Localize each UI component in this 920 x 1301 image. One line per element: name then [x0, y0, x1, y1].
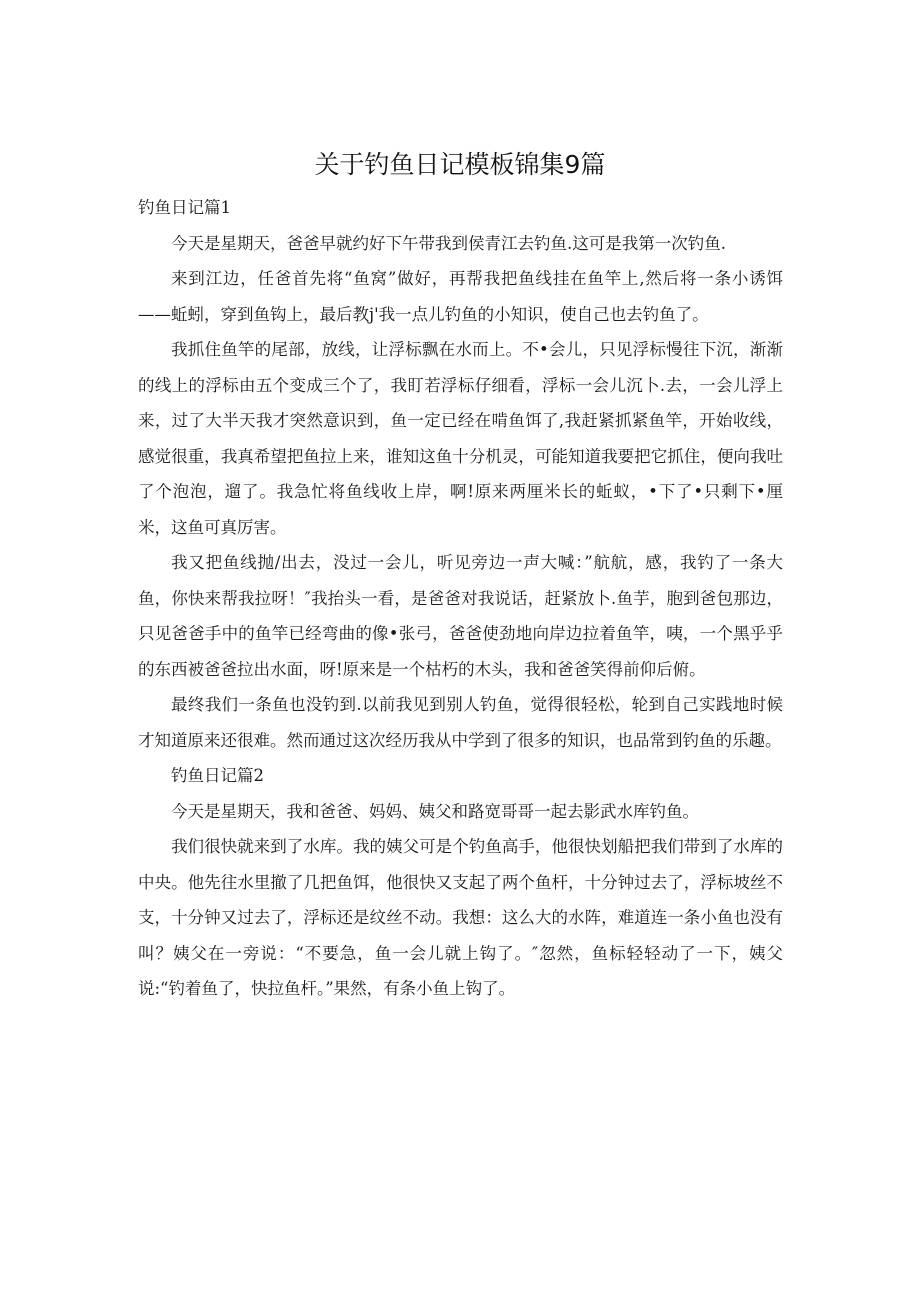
paragraph: 我抓住鱼竿的尾部，放线，让浮标飘在水而上。不•会儿，只见浮标慢往下沉，渐渐的线上的浮标由五个变成三个了，我盯若浮标仔细看，浮标一会儿沉卜.去，一会儿浮上来，过了大半天我才突然意识到，鱼一定已经在啃鱼饵了,我赶紧抓紧鱼竿，开始收线，感觉很重，我真希望把鱼拉上来，谁知这鱼十分机灵，可能知道我要把它抓住，便向我吐了个泡泡，遛了。我急忙将鱼线收上岸，啊!原来两厘米长的蚯蚁，•下了•只剩下•厘米，这鱼可真厉害。 — [138, 340, 783, 537]
document-body — [138, 190, 783, 1007]
document-title: 关于钓鱼日记模板锦集9篇 — [314, 150, 606, 179]
section-heading: 钓鱼日记篇2 — [171, 766, 264, 785]
paragraph: 最终我们一条鱼也没钓到.以前我见到别人钓鱼，觉得很轻松，轮到自己实践地时候才知道原来还很难。然而通过这次经历我从中学到了很多的知识，也品常到钓鱼的乐趣。 — [138, 695, 783, 750]
paragraph: 我又把鱼线抛/出去，没过一会儿，听见旁边一声大喊：”航航，感，我钓了一条大鱼，你快来帮我拉呀！″我抬头一看，是爸爸对我说话，赶紧放卜.鱼芋，胞到爸包那边，只见爸爸手中的鱼竿已经弯曲的像•张弓，爸爸使劲地向岸边拉着鱼竿，咦，一个黑乎乎的东西被爸爸拉出水面，呀!原来是一个枯朽的木头，我和爸爸笑得前仰后俯。 — [138, 553, 783, 679]
paragraph: 今天是星期天，我和爸爸、妈妈、姨父和路宽哥哥一起去影武水库钓鱼。 — [171, 801, 699, 821]
section-heading: 钓鱼日记篇1 — [138, 198, 231, 217]
section-diary-2 — [138, 758, 783, 1007]
paragraph: 今天是星期天，爸爸早就约好下午带我到侯青江去钓鱼.这可是我第一次钓鱼. — [171, 233, 726, 253]
paragraph: 我们很快就来到了水库。我的姨父可是个钓鱼高手，他很快划船把我们带到了水库的中央。他先往水里撤了几把鱼饵，他很快又支起了两个鱼杆，十分钟过去了，浮标坡丝不支，十分钟又过去了，浮标还是纹丝不动。我想：这么大的水阵，难道连一条小鱼也没有叫？姨父在一旁说：“不要急，鱼一会儿就上钩了。″忽然，鱼标轻轻动了一下，姨父说:“钓着鱼了，快拉鱼杆。”果然，有条小鱼上钩了。 — [138, 837, 783, 998]
section-diary-1 — [138, 190, 783, 758]
paragraph: 来到江边，任爸首先将“鱼窝”做好，再帮我把鱼线挂在鱼竿上,然后将一条小诱饵——蚯蚓，穿到鱼钩上，最后教j'我一点儿钓鱼的小知识，使自己也去钓鱼了。 — [138, 269, 783, 324]
